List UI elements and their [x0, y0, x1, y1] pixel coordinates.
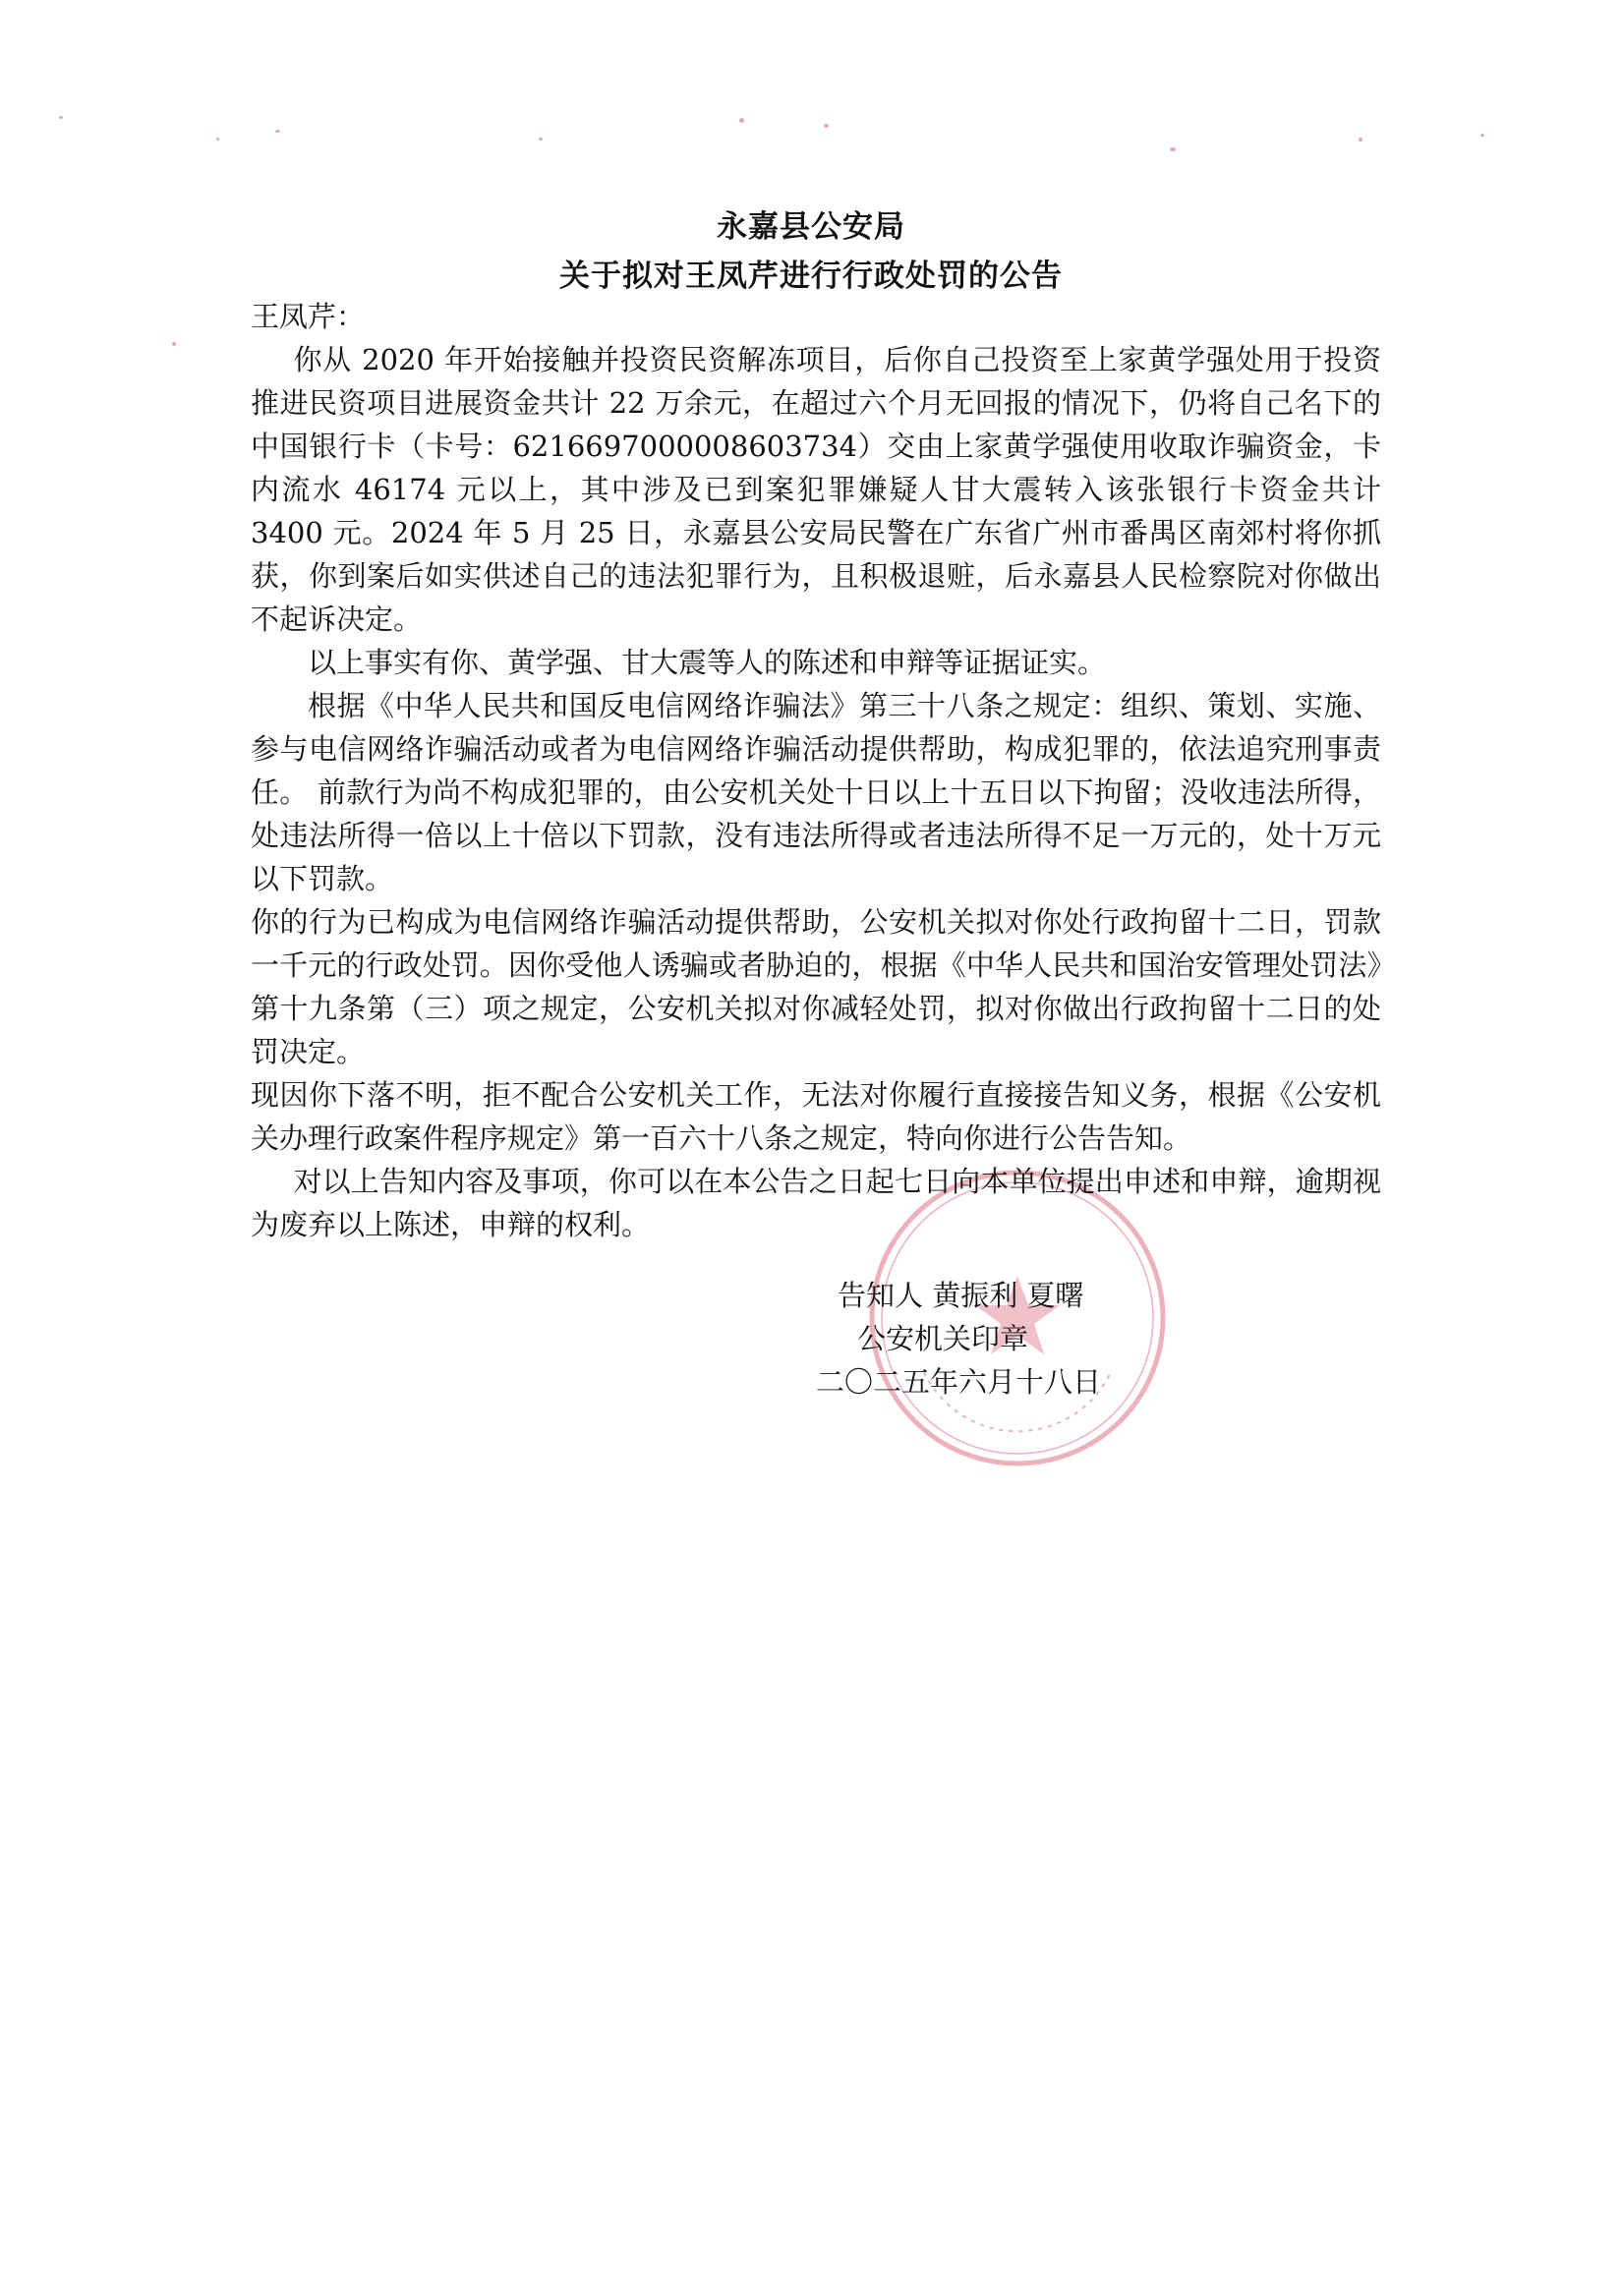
right-to-appeal-paragraph: 对以上告知内容及事项，你可以在本公告之日起七日向本单位提出申述和申辩，逾期视为废弃以上陈述，申辩的权利。 [251, 1165, 1381, 1241]
document-title [0, 202, 1622, 301]
facts-paragraph: 你从 2020 年开始接触并投资民资解冻项目，后你自己投资至上家黄学强处用于投资推进民资项目进展资金共计 22 万余元，在超过六个月无回报的情况下，仍将自己名下的中国银行卡（卡号：6216697000008603734）交由上家黄学强使用收取诈骗资金，卡内流水 46174 元以上，其中涉及已到案犯罪嫌疑人甘大震转入该张银行卡资金共计 3400 元。2024 年 5 月 25 日，永嘉县公安局民警在广东省广州市番禺区南郊村将你抓获，你到案后如实供述自己的违法犯罪行为，且积极退赃，后永嘉县人民检察院对你做出不起诉决定。 [251, 343, 1381, 636]
public-notice-reason-paragraph: 现因你下落不明，拒不配合公安机关工作，无法对你履行直接接告知义务，根据《公安机关办理行政案件程序规定》第一百六十八条之规定，特向你进行公告告知。 [251, 1078, 1381, 1155]
scan-speck [172, 342, 176, 346]
scan-speck [739, 118, 744, 123]
scan-speck [275, 130, 280, 133]
seal-label: 公安机关印章 [857, 1322, 1029, 1355]
scan-speck [1170, 147, 1176, 151]
notice-body [251, 295, 1381, 1246]
proposed-penalty-paragraph: 你的行为已构成为电信网络诈骗活动提供帮助，公安机关拟对你处行政拘留十二日，罚款一千元的行政处罚。因你受他人诱骗或者胁迫的，根据《中华人民共和国治安管理处罚法》第十九条第（三）项之规定，公安机关拟对你减轻处罚，拟对你做出行政拘留十二日的处罚决定。 [251, 905, 1381, 1068]
issue-date: 二〇二五年六月十八日 [816, 1365, 1102, 1399]
scan-speck [1359, 138, 1362, 142]
scan-speck [1480, 134, 1484, 137]
scan-speck [539, 138, 543, 141]
signature-block [816, 1274, 1209, 1404]
evidence-paragraph: 以上事实有你、黄学强、甘大震等人的陈述和申辩等证据证实。 [308, 646, 1107, 679]
scan-speck [216, 138, 219, 141]
legal-basis-paragraph: 根据《中华人民共和国反电信网络诈骗法》第三十八条之规定：组织、策划、实施、参与电信网络诈骗活动或者为电信网络诈骗活动提供帮助，构成犯罪的，依法追究刑事责任。 前款行为尚不构成犯罪的，由公安机关处十日以上十五日以下拘留；没收违法所得，处违法所得一倍以上十倍以下罚款，没有违法所得或者违法所得不足一万元的，处十万元以下罚款。 [251, 689, 1381, 895]
issuing-authority-title: 永嘉县公安局 [717, 209, 905, 245]
addressee-line: 王凤芹： [251, 300, 366, 333]
notifier-line: 告知人 黄振利 夏曙 [838, 1279, 1084, 1312]
scan-speck [824, 124, 829, 128]
notice-subject-title: 关于拟对王凤芹进行行政处罚的公告 [559, 258, 1063, 294]
scan-speck [59, 116, 63, 119]
